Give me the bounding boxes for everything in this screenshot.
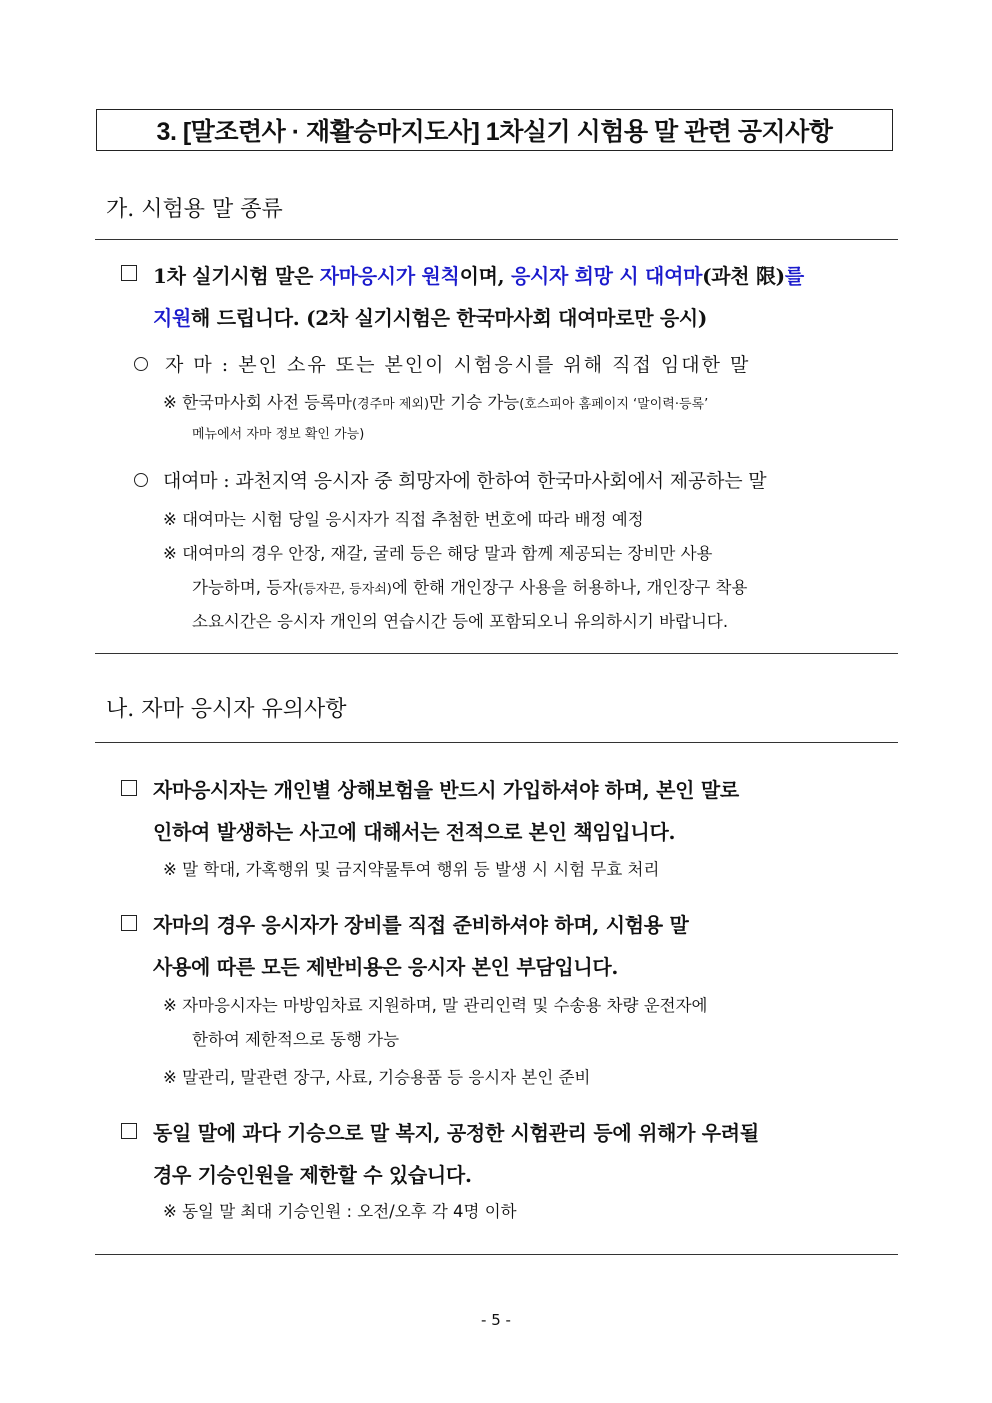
text-segment: 메뉴에서 자마 정보 확인 가능) [192,427,365,442]
daeyeoma-note2-line3: 소요시간은 응시자 개인의 연습시간 등에 포함되오니 유의하시기 바랍니다. [192,612,729,631]
circle-bullet-icon [134,357,148,371]
daeyeoma-note2-line1: ※ 대여마의 경우 안장, 재갈, 굴레 등은 해당 말과 함께 제공되는 장비만 사용 [163,544,713,563]
daeyeoma-item: 대여마 : 과천지역 응시자 중 희망자에 한하여 한국마사회에서 제공하는 말 [163,470,767,492]
section-b-bullet3-line2: 경우 기승인원을 제한할 수 있습니다. [153,1163,472,1187]
section-b-bullet1-note: ※ 말 학대, 가혹행위 및 금지약물투여 행위 등 발생 시 시험 무효 처리 [163,860,660,879]
section-b-bullet2-note1-line1: ※ 자마응시자는 마방임차료 지원하며, 말 관리인력 및 수송용 차량 운전자에 [163,996,708,1015]
checkbox-square-icon [121,1123,137,1139]
section-b-bullet3-note: ※ 동일 말 최대 기승인원 : 오전/오후 각 4명 이하 [163,1202,517,1221]
highlight-text: 를 [784,264,804,288]
text-segment: (호스피아 홈페이지 ‘말이력·등록’ [519,397,709,412]
text-segment: (등자끈, 등자쇠) [298,582,392,597]
section-a-bullet-line2 [153,302,707,331]
section-b-bullet1-line2: 인하여 발생하는 사고에 대해서는 전적으로 본인 책임입니다. [153,820,676,844]
daeyeoma-note1: ※ 대여마는 시험 당일 응시자가 직접 추첨한 번호에 따라 배정 예정 [163,510,644,529]
text-segment: ※ 한국마사회 사전 등록마 [163,393,352,412]
section-a-bullet-line1 [153,260,804,289]
page-title: 3. [말조련사 · 재활승마지도사] 1차실기 시험용 말 관련 공지사항 [156,118,833,146]
section-b-bullet2-note1-line2: 한하여 제한적으로 동행 가능 [192,1030,400,1049]
highlight-text: 응시자 희망 시 대여마 [510,264,703,288]
text-segment: 가능하며, 등자 [192,578,299,597]
divider [95,653,898,654]
text-segment: 만 기승 가능 [429,393,520,412]
highlight-text: 자마응시가 원칙 [319,264,460,288]
section-b-bullet3-line1: 동일 말에 과다 기승으로 말 복지, 공정한 시험관리 등에 위해가 우려될 [153,1121,759,1145]
checkbox-square-icon [121,265,137,281]
circle-bullet-icon [134,473,148,487]
text-segment: 에 한해 개인장구 사용을 허용하나, 개인장구 착용 [391,578,748,597]
section-b-bullet2-line1: 자마의 경우 응시자가 장비를 직접 준비하셔야 하며, 시험용 말 [153,913,689,937]
divider [95,1254,898,1255]
text-segment: (과천 限) [702,264,785,288]
page-number: - 5 - [481,1311,511,1329]
jama-note-line2 [192,423,364,442]
text-segment: (경주마 제외) [351,397,430,412]
jama-note-line1 [163,389,708,413]
checkbox-square-icon [121,780,137,796]
section-b-heading: 나. 자마 응시자 유의사항 [106,697,347,722]
jama-item: 자 마 : 본인 소유 또는 본인이 시험응시를 위해 직접 임대한 말 [165,354,751,376]
section-b-bullet2-line2: 사용에 따른 모든 제반비용은 응시자 본인 부담입니다. [153,955,619,979]
divider [95,239,898,240]
section-a-heading: 가. 시험용 말 종류 [106,197,283,222]
text-segment: 1차 실기시험 말은 [153,264,320,288]
text-segment: 해 드립니다. (2차 실기시험은 한국마사회 대여마로만 응시) [191,306,708,330]
daeyeoma-note2-line2 [192,574,747,598]
section-b-bullet2-note2: ※ 말관리, 말관련 장구, 사료, 기승용품 등 응시자 본인 준비 [163,1068,591,1087]
highlight-text: 지원 [153,306,192,330]
checkbox-square-icon [121,915,137,931]
section-b-bullet1-line1: 자마응시자는 개인별 상해보험을 반드시 가입하셔야 하며, 본인 말로 [153,778,739,802]
divider [95,742,898,743]
title-box [96,109,893,151]
text-segment: 이며, [459,264,511,288]
